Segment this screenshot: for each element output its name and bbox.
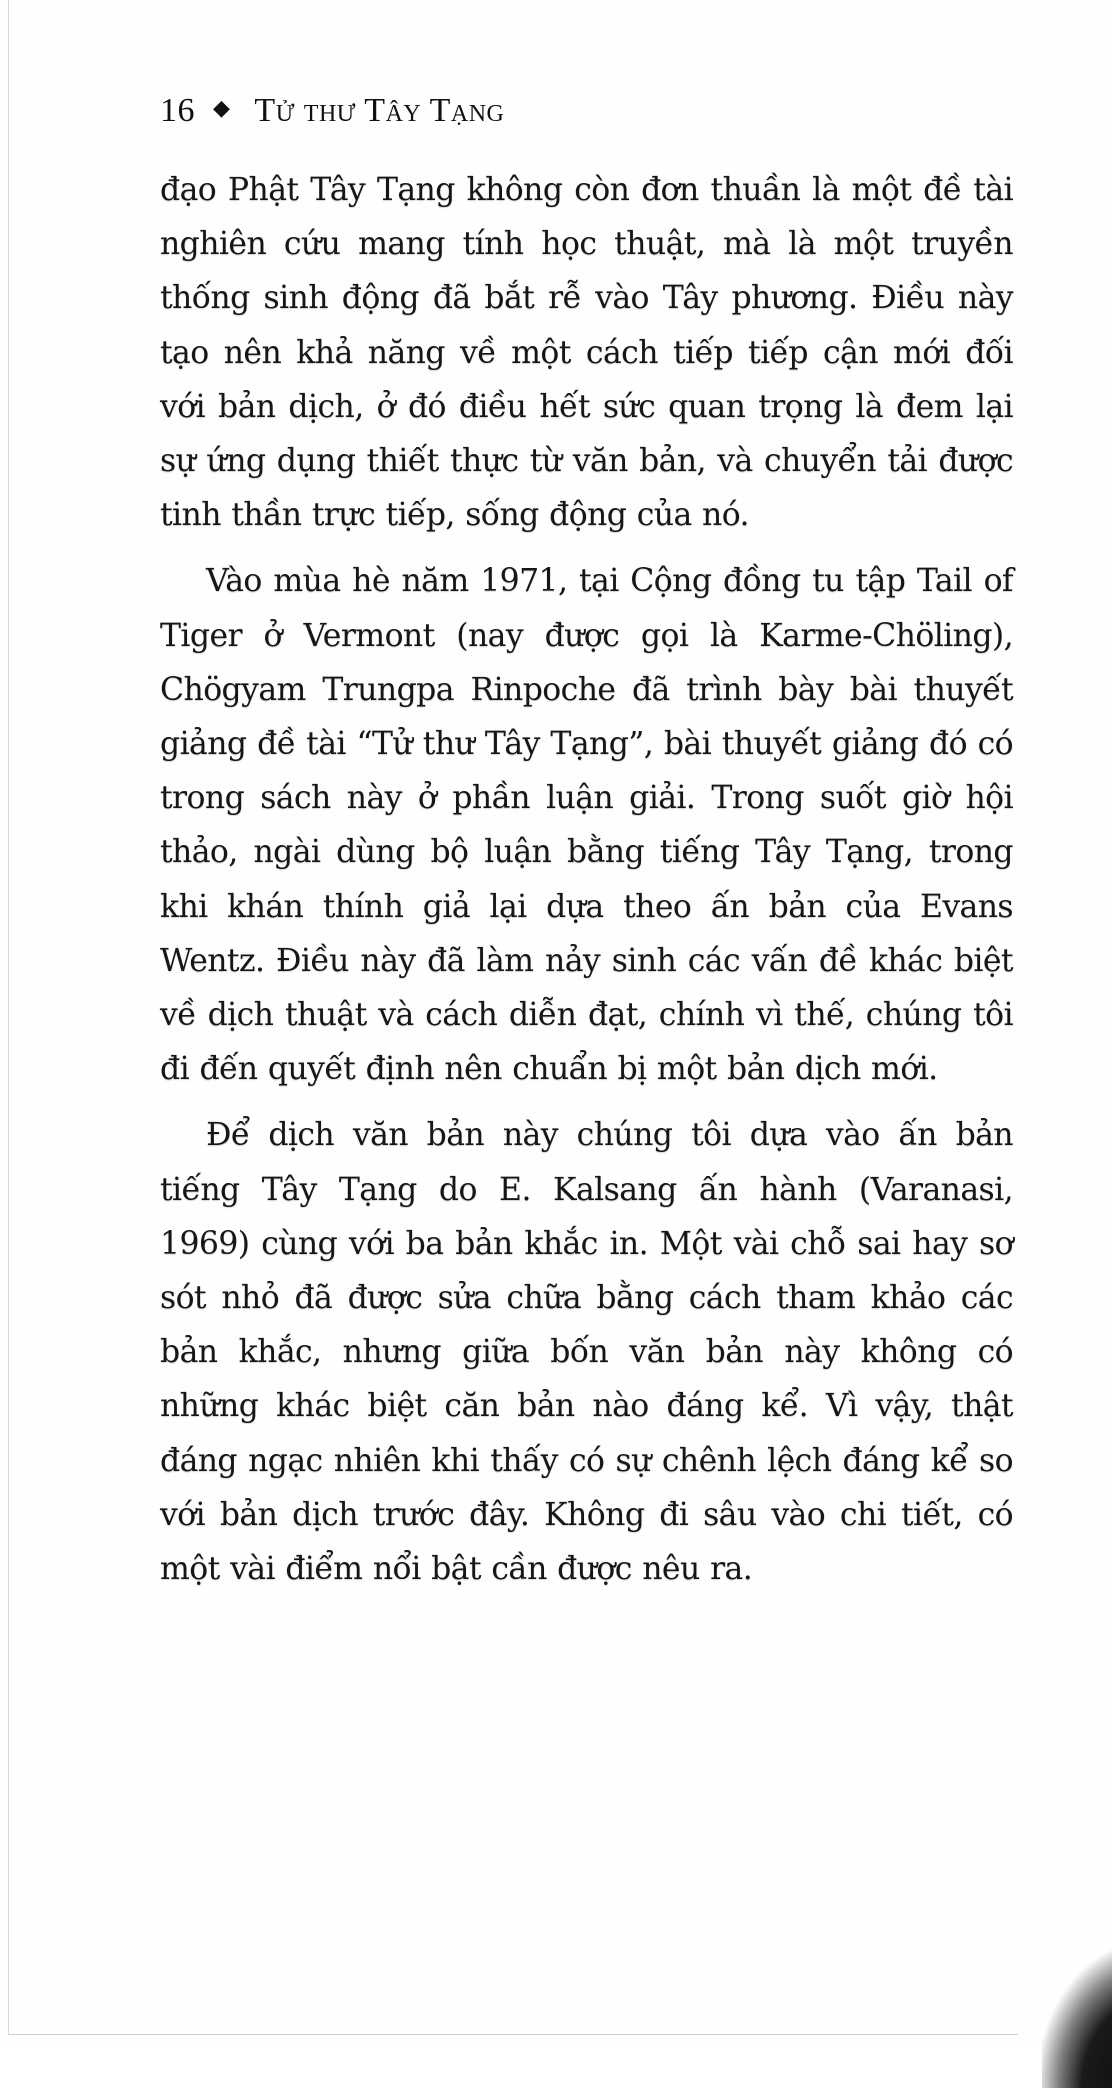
page-bottom-edge <box>8 2034 1018 2035</box>
page-number: 16 <box>160 92 195 129</box>
book-title: Tử thư Tây Tạng <box>254 92 505 129</box>
body-text <box>160 163 1013 1596</box>
paragraph-continued: đạo Phật Tây Tạng không còn đơn thuần là một đề tài nghiên cứu mang tính học thuật, mà là một truyền thống sinh động đã bắt rễ vào Tây phương. Điều này tạo nên khả năng về một cách tiếp tiếp cận mới đối với bản dịch, ở đó điều hết sức quan trọng là đem lại sự ứng dụng thiết thực từ văn bản, và chuyển tải được tinh thần trực tiếp, sống động của nó. <box>160 172 1013 534</box>
thumb-shadow <box>1042 1948 1112 2088</box>
running-header <box>160 92 504 142</box>
paragraph-summer-1971: Vào mùa hè năm 1971, tại Cộng đồng tu tập Tail of Tiger ở Vermont (nay được gọi là Karme-Chöling), Chögyam Trungpa Rinpoche đã trình bày bài thuyết giảng đề tài “Tử thư Tây Tạng”, bài thuyết giảng đó có trong sách này ở phần luận giải. Trong suốt giờ hội thảo, ngài dùng bộ luận bằng tiếng Tây Tạng, trong khi khán thính giả lại dựa theo ấn bản của Evans Wentz. Điều này đã làm nảy sinh các vấn đề khác biệt về dịch thuật và cách diễn đạt, chính vì thế, chúng tôi đi đến quyết định nên chuẩn bị một bản dịch mới. <box>160 563 1013 1088</box>
diamond-bullet-icon: ◆ <box>213 95 231 120</box>
paragraph-translation-sources: Để dịch văn bản này chúng tôi dựa vào ấn bản tiếng Tây Tạng do E. Kalsang ấn hành (Varanasi, 1969) cùng với ba bản khắc in. Một vài chỗ sai hay sơ sót nhỏ đã được sửa chữa bằng cách tham khảo các bản khắc, nhưng giữa bốn văn bản này không có những khác biệt căn bản nào đáng kể. Vì vậy, thật đáng ngạc nhiên khi thấy có sự chênh lệch đáng kể so với bản dịch trước đây. Không đi sâu vào chi tiết, có một vài điểm nổi bật cần được nêu ra. <box>160 1117 1013 1588</box>
page-left-edge <box>8 0 9 2035</box>
